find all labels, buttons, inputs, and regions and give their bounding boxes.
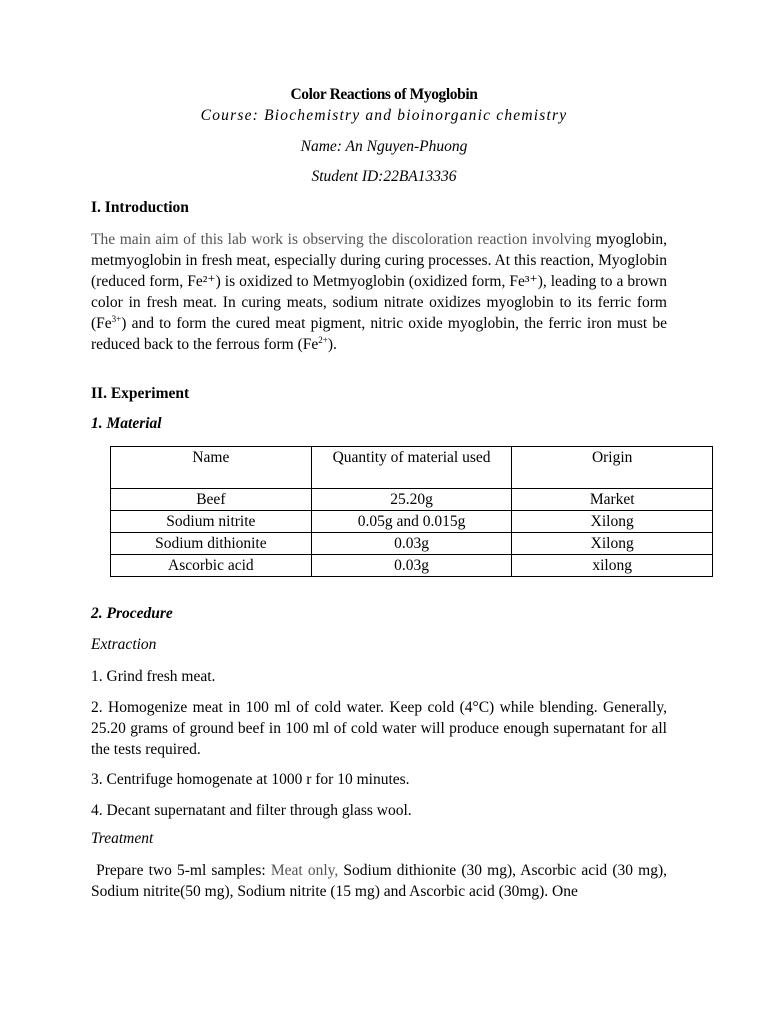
extraction-heading: Extraction xyxy=(91,636,157,653)
table-cell: Ascorbic acid xyxy=(111,555,312,577)
table-cell: Market xyxy=(512,489,713,511)
procedure-step: 3. Centrifuge homogenate at 1000 r for 10 minutes. xyxy=(91,771,410,788)
table-header-cell: Quantity of material used xyxy=(311,447,512,489)
treatment-paragraph xyxy=(91,860,667,902)
document-title: Color Reactions of Myoglobin xyxy=(290,86,478,103)
table-cell: Beef xyxy=(111,489,312,511)
intro-text: myoglobin, metmyoglobin in fresh meat, especially during curing processes. At this reaction, Myoglobin (reduced form, Fe²⁺) is oxidized to Metmyoglobin (oxidized form, Fe³⁺), leading to a brown color in fresh meat. In curing meats, sodium nitrate oxidizes myoglobin to its ferric form (Fe xyxy=(91,231,667,332)
treatment-text: Prepare two 5-ml samples: xyxy=(91,862,271,879)
table-header-row xyxy=(111,447,713,489)
procedure-step: 2. Homogenize meat in 100 ml of cold water. Keep cold (4°C) while blending. Generally, 25.20 grams of ground beef in 100 ml of cold water will produce enough supernatant for all the tests required. xyxy=(91,699,667,758)
table-row xyxy=(111,511,713,533)
treatment-heading: Treatment xyxy=(91,830,154,847)
table-row xyxy=(111,533,713,555)
course-line: Course: Biochemistry and bioinorganic chemistry xyxy=(200,107,568,124)
material-table xyxy=(110,446,713,577)
treatment-text-rest: Sodium dithionite (30 mg), Ascorbic acid (30 mg), Sodium nitrite(50 mg), Sodium nitrite (15 mg) and Ascorbic acid (30mg). One xyxy=(91,862,667,900)
experiment-heading: II. Experiment xyxy=(91,385,190,402)
material-heading: 1. Material xyxy=(91,415,162,432)
table-cell: 25.20g xyxy=(311,489,512,511)
superscript-fe3: 3+ xyxy=(111,314,122,324)
table-row xyxy=(111,489,713,511)
author-name: Name: An Nguyen-Phuong xyxy=(300,138,468,155)
table-cell: 0.05g and 0.015g xyxy=(311,511,512,533)
procedure-step: 4. Decant supernatant and filter through glass wool. xyxy=(91,802,412,819)
table-header-cell: Name xyxy=(111,447,312,489)
table-row xyxy=(111,555,713,577)
superscript-fe2: 2+ xyxy=(318,335,328,345)
intro-text-mid: ) and to form the cured meat pigment, nitric oxide myoglobin, the ferric iron must be reduced back to the ferrous form (Fe xyxy=(91,315,667,353)
intro-text-end: ). xyxy=(327,336,337,353)
introduction-paragraph xyxy=(91,229,667,355)
introduction-heading: I. Introduction xyxy=(91,199,189,216)
table-header-cell: Origin xyxy=(512,447,713,489)
treatment-text-gray: Meat only, xyxy=(270,862,339,879)
table-cell: Sodium dithionite xyxy=(111,533,312,555)
table-cell: 0.03g xyxy=(311,533,512,555)
table-cell: Xilong xyxy=(512,533,713,555)
table-cell: Sodium nitrite xyxy=(111,511,312,533)
intro-text-gray: The main aim of this lab work is observing the discoloration reaction involving xyxy=(91,231,592,248)
table-cell: Xilong xyxy=(512,511,713,533)
table-cell: xilong xyxy=(512,555,713,577)
table-cell: 0.03g xyxy=(311,555,512,577)
student-id: Student ID:22BA13336 xyxy=(311,168,457,185)
procedure-heading: 2. Procedure xyxy=(91,605,173,622)
procedure-step: 1. Grind fresh meat. xyxy=(91,668,216,685)
